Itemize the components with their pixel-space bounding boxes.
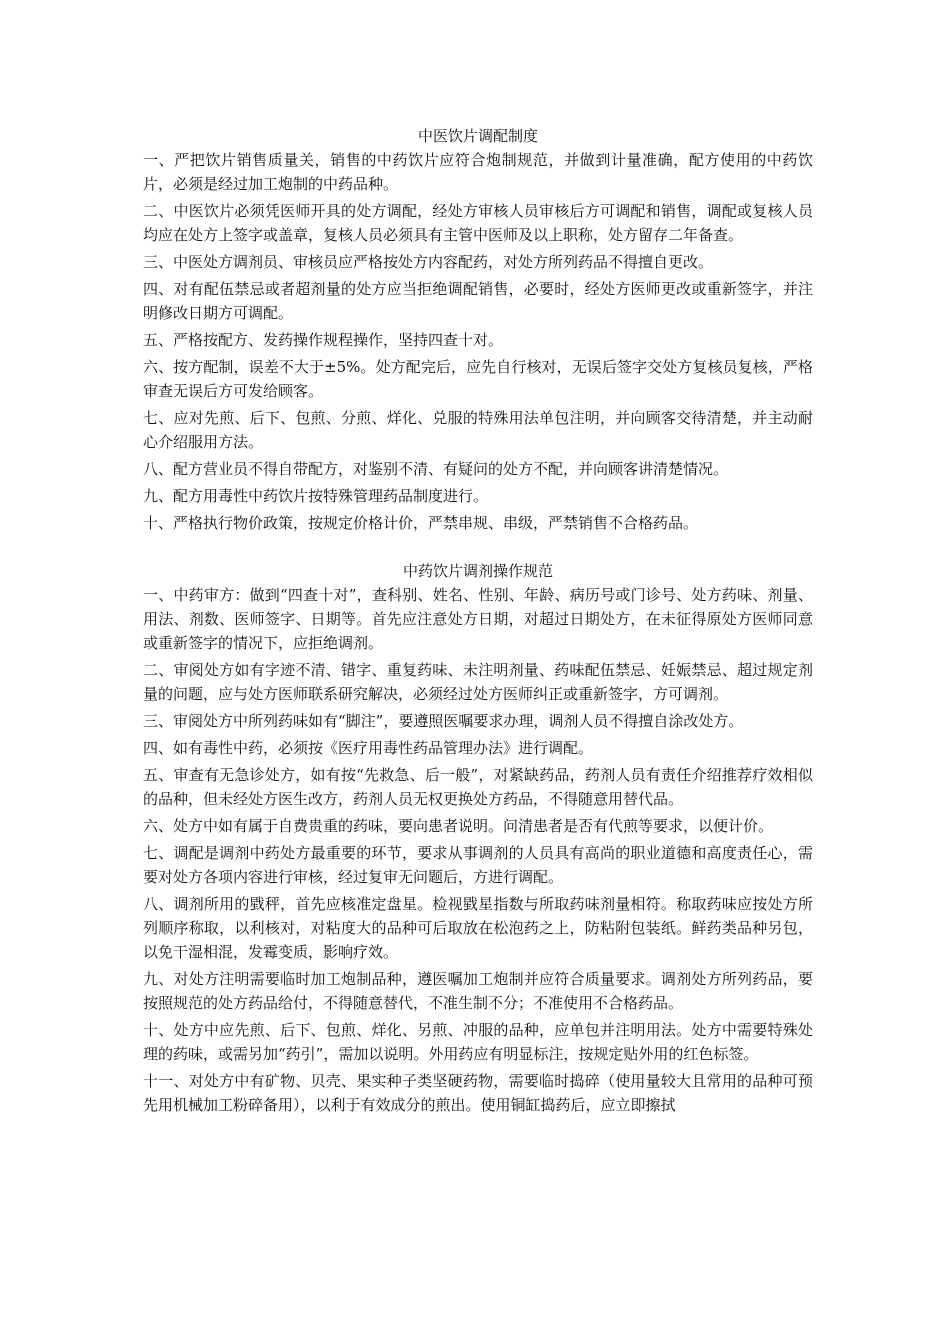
paragraph-4: 四、对有配伍禁忌或者超剂量的处方应当拒绝调配销售，必要时，经处方医师更改或重新签字，并注明修改日期方可调配。 bbox=[143, 280, 813, 322]
paragraph-1: 一、严把饮片销售质量关，销售的中药饮片应符合炮制规范，并做到计量准确，配方使用的中药饮片，必须是经过加工炮制的中药品种。 bbox=[143, 151, 813, 193]
section-operating-standards bbox=[143, 559, 813, 1117]
paragraph-2: 二、审阅处方如有字迹不清、错字、重复药味、未注明剂量、药味配伍禁忌、妊娠禁忌、超过规定剂量的问题，应与处方医师联系研究解决，必须经过处方医师纠正或重新签字，方可调剂。 bbox=[143, 661, 813, 703]
document-page bbox=[143, 124, 813, 1117]
section-title: 中药饮片调剂操作规范 bbox=[402, 562, 553, 580]
paragraph-4: 四、如有毒性中药，必须按《医疗用毒性药品管理办法》进行调配。 bbox=[143, 739, 594, 757]
paragraph-5: 五、审查有无急诊处方，如有按“先救急、后一般”，对紧缺药品，药剂人员有责任介绍推荐疗效相似的品种，但未经处方医生改方，药剂人员无权更换处方药品，不得随意用替代品。 bbox=[143, 766, 813, 808]
paragraph-9: 九、对处方注明需要临时加工炮制品种，遵医嘱加工炮制并应符合质量要求。调剂处方所列药品，要按照规范的处方药品给付，不得随意替代，不准生制不分；不准使用不合格药品。 bbox=[143, 970, 813, 1012]
paragraph-5: 五、严格按配方、发药操作规程操作，坚持四查十对。 bbox=[143, 331, 504, 349]
paragraph-10: 十、严格执行物价政策，按规定价格计价，严禁串规、串级，严禁销售不合格药品。 bbox=[143, 514, 699, 532]
section-dispensing-rules bbox=[143, 124, 813, 535]
paragraph-9: 九、配方用毒性中药饮片按特殊管理药品制度进行。 bbox=[143, 487, 489, 505]
paragraph-2: 二、中医饮片必须凭医师开具的处方调配，经处方审核人员审核后方可调配和销售，调配或复核人员均应在处方上签字或盖章，复核人员必须具有主管中医师及以上职称，处方留存二年备查。 bbox=[143, 202, 813, 244]
paragraph-7: 七、应对先煎、后下、包煎、分煎、烊化、兑服的特殊用法单包注明，并向顾客交待清楚，并主动耐心介绍服用方法。 bbox=[143, 409, 813, 451]
paragraph-8: 八、调剂所用的戥秤，首先应核准定盘星。检视戥星指数与所取药味剂量相符。称取药味应按处方所列顺序称取，以利核对，对粘度大的品种可后取放在松泡药之上，防粘附包装纸。鲜药类品种另包，以免干湿相混，发霉变质，影响疗效。 bbox=[143, 895, 813, 961]
section-title: 中医饮片调配制度 bbox=[417, 127, 538, 145]
paragraph-11: 十一、对处方中有矿物、贝壳、果实种子类坚硬药物，需要临时捣碎（使用量较大且常用的品种可预先用机械加工粉碎备用），以利于有效成分的煎出。使用铜缸捣药后，应立即擦拭 bbox=[143, 1072, 813, 1114]
paragraph-6: 六、处方中如有属于自费贵重的药味，要向患者说明。问清患者是否有代煎等要求，以便计价。 bbox=[143, 817, 774, 835]
paragraph-6: 六、按方配制，误差不大于±5%。处方配完后，应先自行核对，无误后签字交处方复核员复核，严格审查无误后方可发给顾客。 bbox=[143, 358, 813, 400]
paragraph-7: 七、调配是调剂中药处方最重要的环节，要求从事调剂的人员具有高尚的职业道德和高度责任心，需要对处方各项内容进行审核，经过复审无问题后，方进行调配。 bbox=[143, 844, 813, 886]
paragraph-8: 八、配方营业员不得自带配方，对鉴别不清、有疑问的处方不配，并向顾客讲清楚情况。 bbox=[143, 460, 729, 478]
paragraph-10: 十、处方中应先煎、后下、包煎、烊化、另煎、冲服的品种，应单包并注明用法。处方中需要特殊处理的药味，或需另加“药引”，需加以说明。外用药应有明显标注，按规定贴外用的红色标签。 bbox=[143, 1021, 813, 1063]
paragraph-3: 三、中医处方调剂员、审核员应严格按处方内容配药，对处方所列药品不得擅自更改。 bbox=[143, 253, 714, 271]
paragraph-3: 三、审阅处方中所列药味如有“脚注”，要遵照医嘱要求办理，调剂人员不得擅自涂改处方。 bbox=[143, 712, 744, 730]
paragraph-1: 一、中药审方：做到“四查十对”，查科别、姓名、性别、年龄、病历号或门诊号、处方药味、剂量、用法、剂数、医师签字、日期等。首先应注意处方日期，对超过日期处方，在未征得原处方医师同意或重新签字的情况下，应拒绝调剂。 bbox=[143, 586, 813, 652]
